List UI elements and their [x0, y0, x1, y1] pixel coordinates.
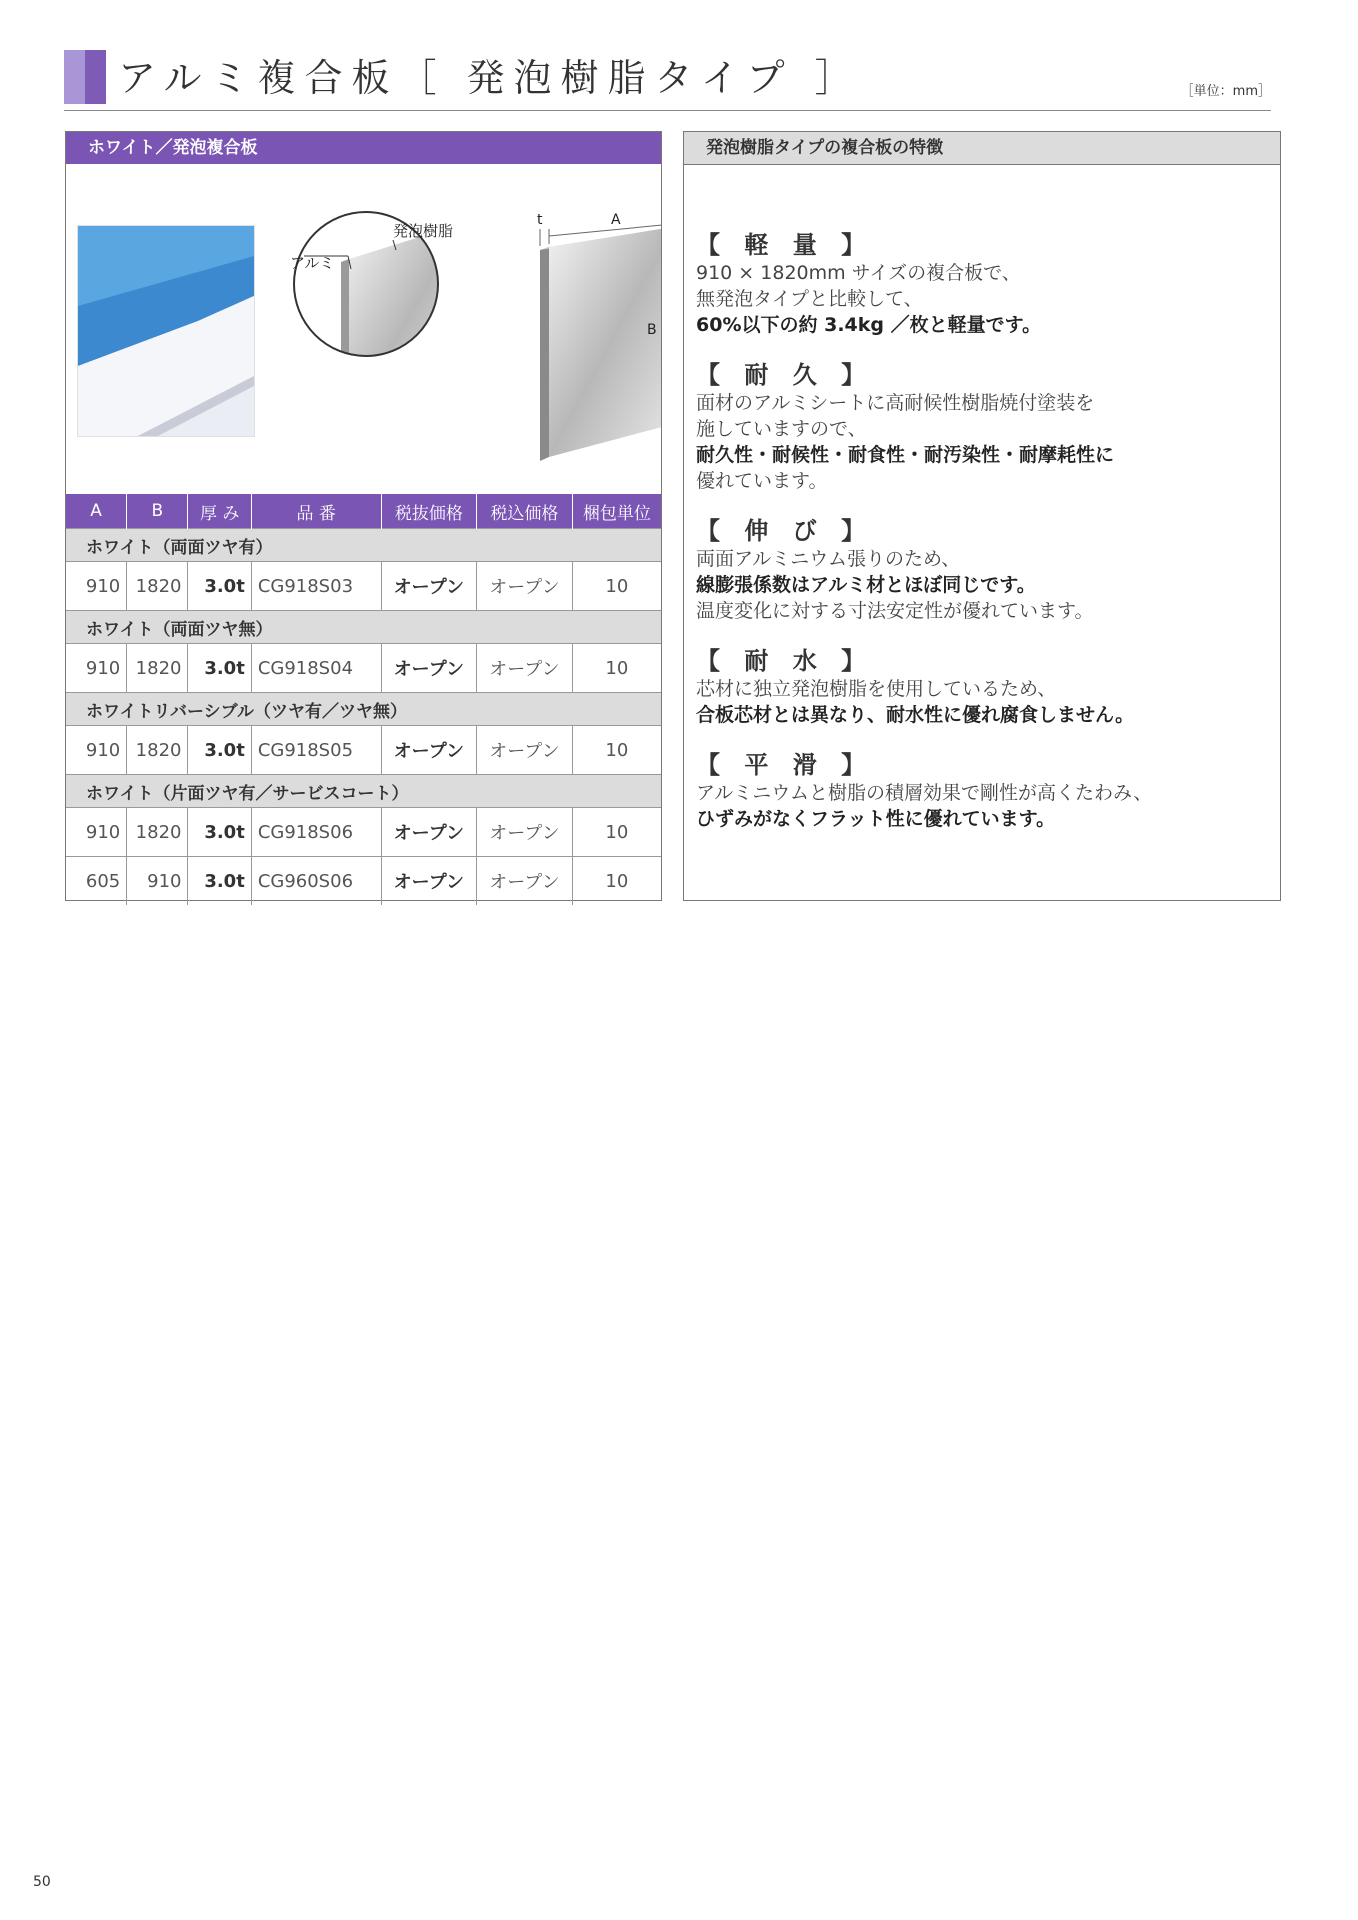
feature-line: 60%以下の約 3.4kg ／枚と軽量です。 [696, 314, 1042, 336]
col-part-number: 品 番 [251, 494, 381, 529]
feature-line: 芯材に独立発泡樹脂を使用しているため、 [696, 678, 1057, 700]
feature-line: ひずみがなくフラット性に優れています。 [696, 808, 1056, 830]
spec-table [66, 494, 661, 905]
feature-list [696, 230, 1271, 854]
feature-line: 施していますので、 [696, 418, 867, 440]
col-price-ex-tax: 税抜価格 [381, 494, 477, 529]
feature-line: 線膨張係数はアルミ材とほぼ同じです。 [696, 574, 1036, 596]
diagram-b-label: B [647, 322, 657, 338]
product-panel [65, 131, 662, 901]
unit-label: ［単位：mm］ [1180, 84, 1271, 99]
diagram-foam-label: 発泡樹脂 [393, 222, 454, 240]
diagram-a-label: A [611, 212, 621, 228]
group-row: ホワイト（片面ツヤ有／サービスコート） [66, 775, 661, 808]
table-row: 910 1820 3.0t CG918S06 オープン オープン 10 [66, 808, 661, 857]
diagram-t-label: t [537, 212, 543, 228]
feature-expansion [696, 516, 1271, 624]
table-row: 910 1820 3.0t CG918S03 オープン オープン 10 [66, 562, 661, 611]
feature-title: 【 耐 水 】 [696, 647, 874, 675]
title-accent-dark [85, 50, 106, 104]
page-title: アルミ複合板［ 発泡樹脂タイプ ］ [118, 56, 862, 100]
col-pack-unit: 梱包単位 [572, 494, 661, 529]
col-price-inc-tax: 税込価格 [477, 494, 573, 529]
feature-title: 【 平 滑 】 [696, 751, 874, 779]
product-panel-header: ホワイト／発泡複合板 [66, 132, 661, 164]
feature-line: 温度変化に対する寸法安定性が優れています。 [696, 600, 1094, 622]
title-accent-light [64, 50, 85, 104]
feature-durability [696, 360, 1271, 494]
feature-flatness [696, 750, 1271, 832]
feature-water-resistance [696, 646, 1271, 728]
col-thickness: 厚 み [188, 494, 251, 529]
feature-lightweight [696, 230, 1271, 338]
feature-line: 無発泡タイプと比較して、 [696, 288, 923, 310]
feature-title: 【 伸 び 】 [696, 517, 874, 545]
product-image-area [66, 164, 661, 494]
feature-line: 両面アルミニウム張りのため、 [696, 548, 961, 570]
feature-line: 優れています。 [696, 470, 828, 492]
diagram-alu-label: アルミ [290, 254, 335, 272]
col-b: B [127, 494, 188, 529]
col-a: A [66, 494, 127, 529]
page-number: 50 [33, 1874, 51, 1890]
table-row: 910 1820 3.0t CG918S05 オープン オープン 10 [66, 726, 661, 775]
features-panel [683, 131, 1281, 901]
group-row: ホワイト（両面ツヤ無） [66, 611, 661, 644]
table-row: 910 1820 3.0t CG918S04 オープン オープン 10 [66, 644, 661, 693]
feature-title: 【 軽 量 】 [696, 231, 874, 259]
feature-line: アルミニウムと樹脂の積層効果で剛性が高くたわみ、 [696, 782, 1153, 804]
table-row: 605 910 3.0t CG960S06 オープン オープン 10 [66, 857, 661, 906]
spec-table-header [66, 494, 661, 529]
cross-section-diagram [281, 184, 661, 484]
group-row: ホワイト（両面ツヤ有） [66, 529, 661, 562]
group-row: ホワイトリバーシブル（ツヤ有／ツヤ無） [66, 693, 661, 726]
features-panel-header: 発泡樹脂タイプの複合板の特徴 [684, 132, 1280, 165]
feature-title: 【 耐 久 】 [696, 361, 874, 389]
title-divider [64, 110, 1271, 111]
feature-line: 耐久性・耐候性・耐食性・耐汚染性・耐摩耗性に [696, 444, 1115, 466]
feature-line: 910 × 1820mm サイズの複合板で、 [696, 262, 1021, 284]
product-photo [77, 225, 255, 437]
feature-line: 面材のアルミシートに高耐候性樹脂焼付塗装を [696, 392, 1095, 414]
feature-line: 合板芯材とは異なり、耐水性に優れ腐食しません。 [696, 704, 1135, 726]
